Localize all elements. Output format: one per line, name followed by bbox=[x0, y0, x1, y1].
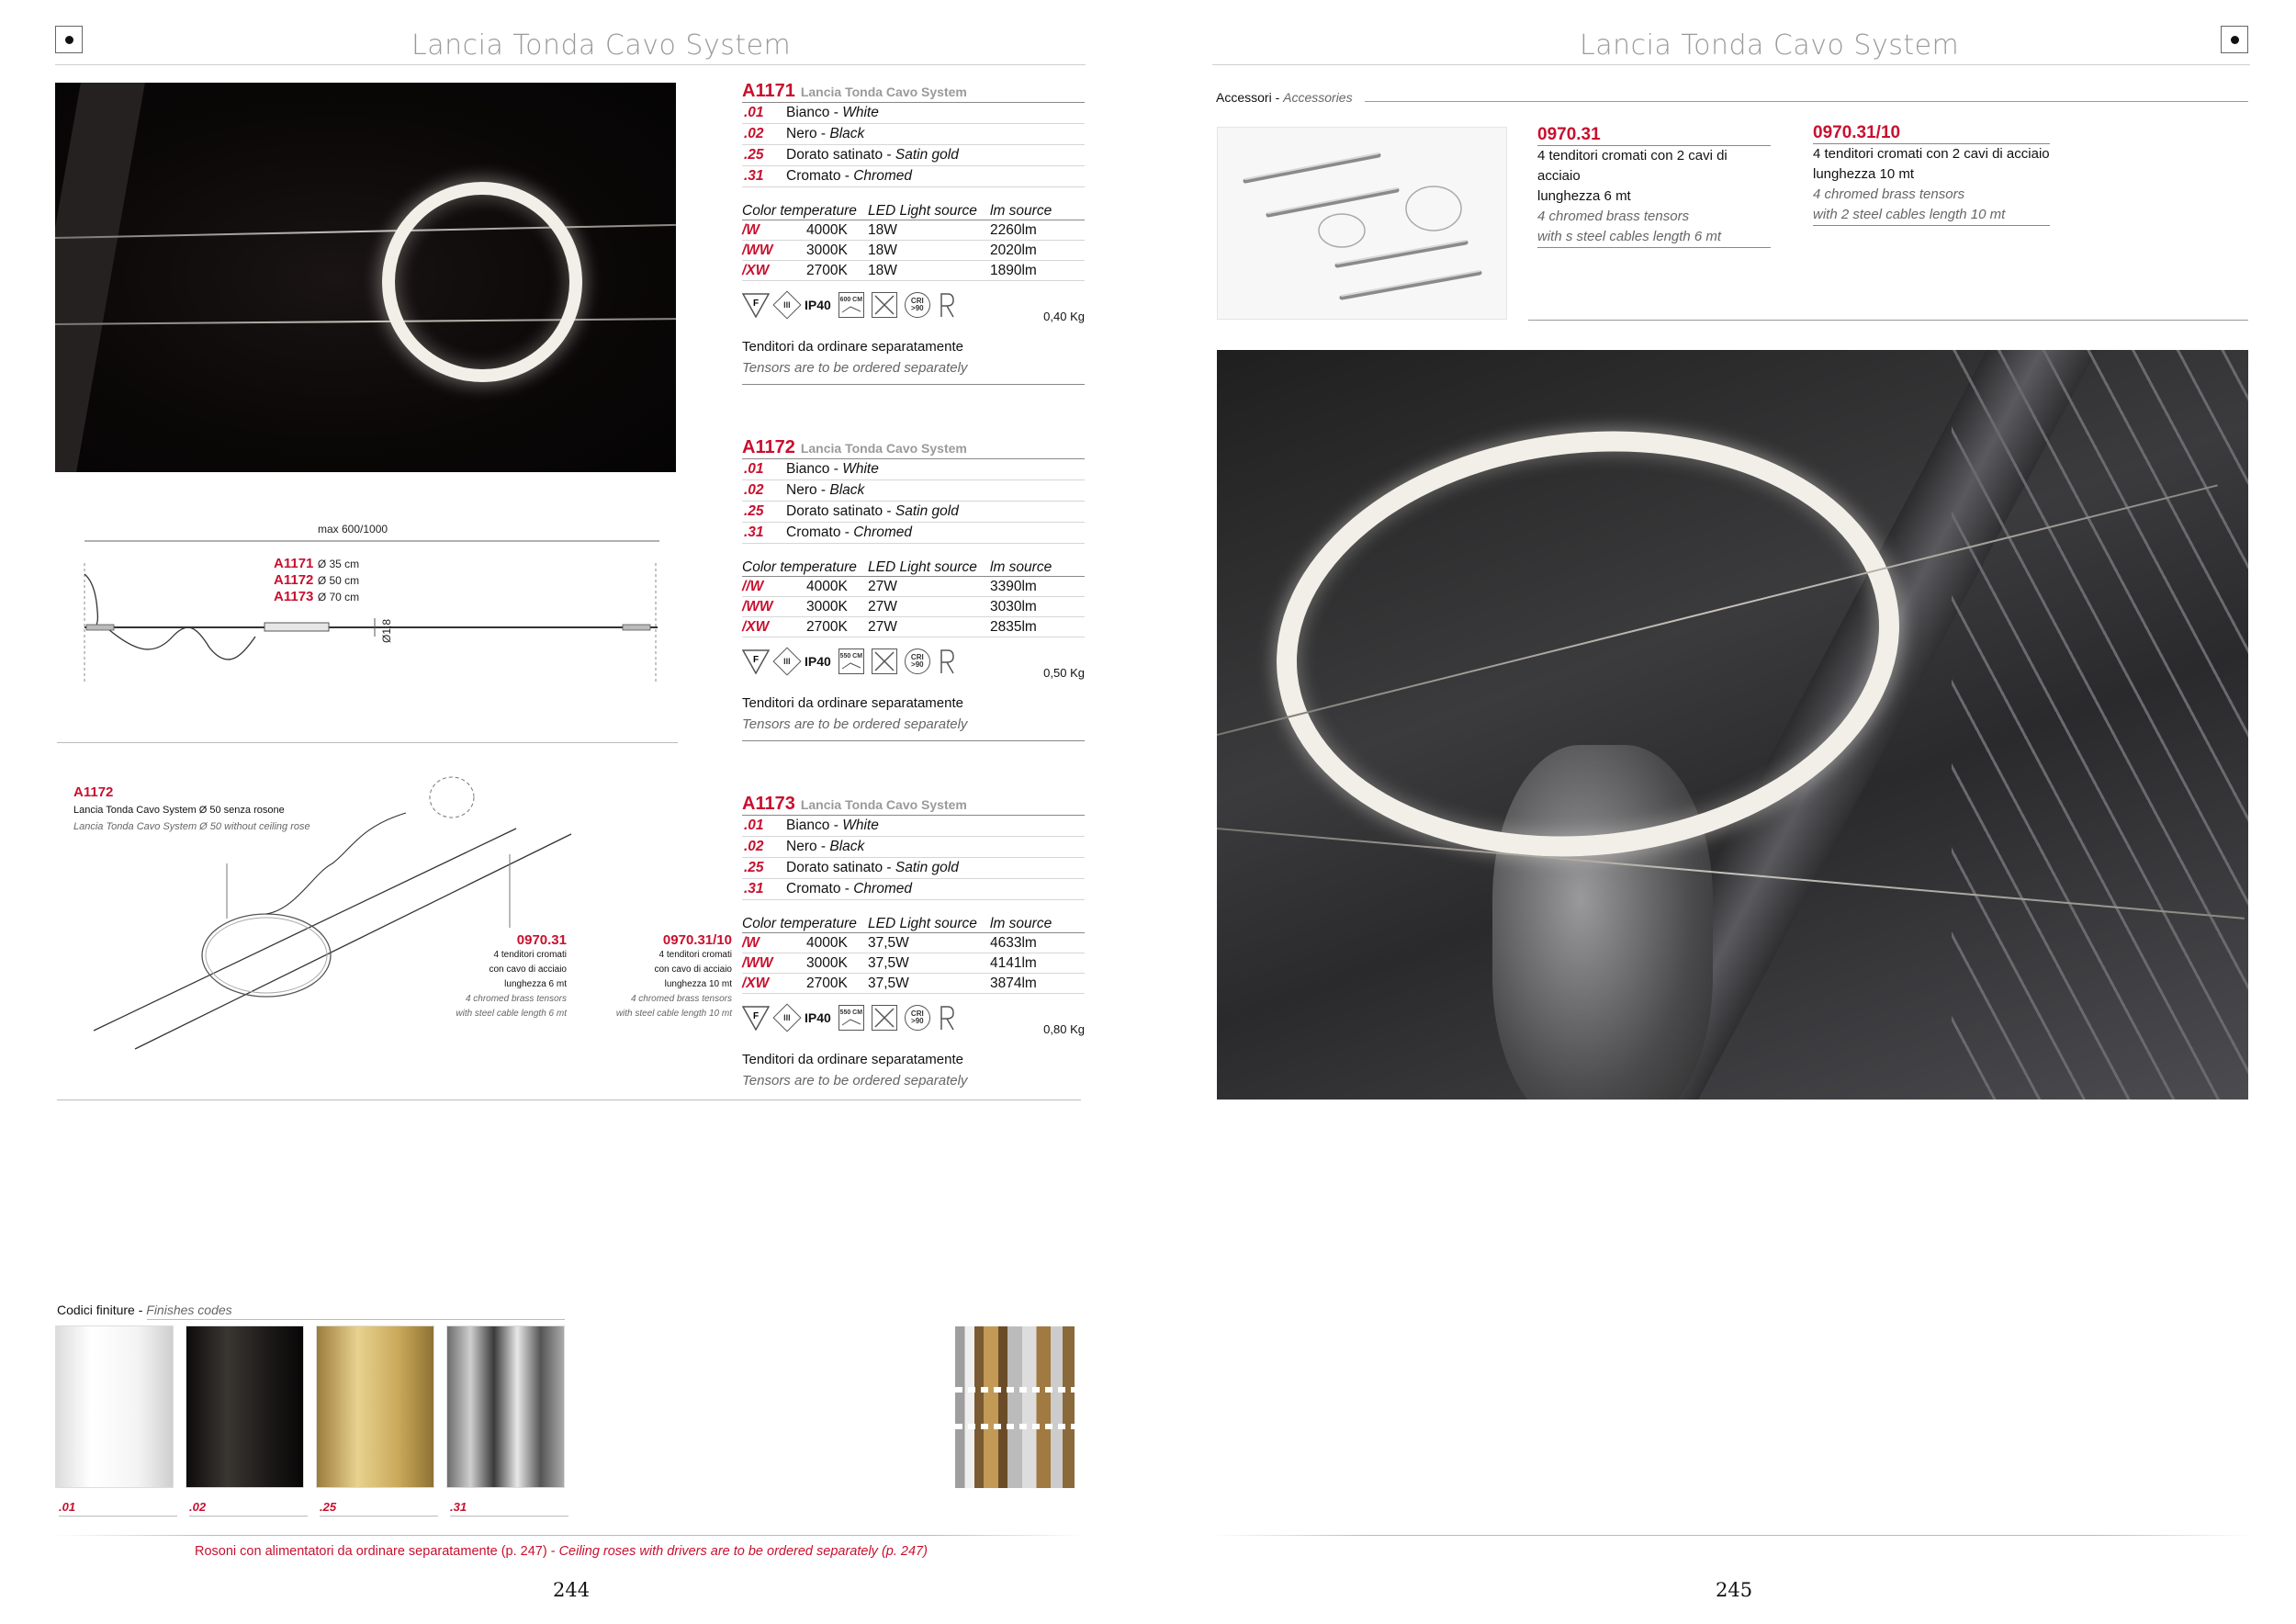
header-square-icon bbox=[55, 26, 83, 53]
header-rule bbox=[55, 64, 1086, 65]
cri-icon: CRI >90 bbox=[905, 648, 930, 674]
product-code: A1172 bbox=[742, 437, 795, 457]
tensor-kit-drawing bbox=[1218, 128, 1508, 321]
swatch-code: .02 bbox=[189, 1500, 308, 1517]
finish-row: .31 Cromato - Chromed bbox=[742, 879, 1085, 900]
header-rule bbox=[1212, 64, 2250, 65]
beam-shape bbox=[55, 83, 145, 472]
tensor-10m: 0970.31/10 4 tenditori cromati con cavo di acciaio lunghezza 10 mt 4 chromed brass tensors with steel cable length 10 mt bbox=[615, 932, 732, 1019]
spec-header: Color temperature LED Light source lm source bbox=[742, 557, 1085, 577]
finish-codes-label: Codici finiture - Finishes codes bbox=[57, 1303, 232, 1317]
swatch-gold bbox=[316, 1325, 434, 1488]
cri-icon: CRI >90 bbox=[905, 1005, 930, 1031]
spec-row: /W 4000K 37,5W 4633lm bbox=[742, 933, 1085, 953]
accessories-rule bbox=[1365, 101, 2248, 102]
tensors-note: Tenditori da ordinare separatamente Tensors are to be ordered separately bbox=[742, 1052, 968, 1088]
product-name: Lancia Tonda Cavo System bbox=[800, 797, 967, 812]
finish-rule bbox=[147, 1319, 565, 1320]
tensors-note: Tenditori da ordinare separatamente Tensors are to be ordered separately bbox=[742, 336, 1085, 385]
product-code: A1171 bbox=[742, 81, 795, 101]
install-code: A1172 bbox=[73, 784, 114, 800]
cable-length-icon: 550 CM bbox=[838, 1005, 864, 1031]
product-name: Lancia Tonda Cavo System bbox=[800, 441, 967, 456]
ip-rating: IP40 bbox=[805, 298, 831, 312]
svg-text:F: F bbox=[752, 655, 760, 665]
product-a1171 bbox=[742, 81, 1085, 385]
swatch-white bbox=[55, 1325, 174, 1488]
finish-row: .25 Dorato satinato - Satin gold bbox=[742, 858, 1085, 879]
install-lines bbox=[57, 772, 681, 1066]
page-number-left: 244 bbox=[553, 1579, 591, 1601]
accessories-photo bbox=[1217, 127, 1507, 320]
spec-row: /W 4000K 18W 2260lm bbox=[742, 220, 1085, 241]
max-length-label: max 600/1000 bbox=[318, 523, 388, 536]
f-mark-icon bbox=[742, 1005, 770, 1031]
section-rule bbox=[57, 742, 678, 743]
size-legend: A1171 Ø 35 cm A1172 Ø 50 cm A1173 Ø 70 cm bbox=[274, 556, 360, 604]
ip-rating: IP40 bbox=[805, 654, 831, 669]
page-right bbox=[1148, 0, 2296, 1624]
certification-icons bbox=[742, 287, 1085, 323]
swatch-code: .01 bbox=[59, 1500, 177, 1517]
r-mark-icon bbox=[938, 648, 956, 675]
dimension-lines bbox=[81, 519, 669, 694]
accessories-label: Accessori - Accessories bbox=[1216, 90, 1353, 105]
weight: 0,50 Kg bbox=[1043, 666, 1085, 680]
footnote: Rosoni con alimentatori da ordinare separatamente (p. 247) - Ceiling roses with drivers are to be ordered separately (p. 247) bbox=[195, 1544, 928, 1559]
spec-row: /WW 3000K 37,5W 4141lm bbox=[742, 953, 1085, 974]
swatch-code: .25 bbox=[320, 1500, 438, 1517]
accessory-code: 0970.31 bbox=[1537, 125, 1771, 146]
finish-row: .01 Bianco - White bbox=[742, 816, 1085, 837]
install-line2: Lancia Tonda Cavo System Ø 50 without ceiling rose bbox=[73, 821, 310, 832]
weight: 0,40 Kg bbox=[1043, 310, 1085, 323]
finish-row: .01 Bianco - White bbox=[742, 459, 1085, 480]
ip-rating: IP40 bbox=[805, 1010, 831, 1025]
finish-row: .25 Dorato satinato - Satin gold bbox=[742, 145, 1085, 166]
ring-light bbox=[382, 182, 582, 382]
cable-length-icon: 600 CM bbox=[838, 292, 864, 318]
weight: 0,80 Kg bbox=[1043, 1022, 1085, 1036]
spec-row: /WW 3000K 18W 2020lm bbox=[742, 241, 1085, 261]
product-photo-night bbox=[55, 83, 676, 472]
svg-text:F: F bbox=[752, 299, 760, 309]
spec-row: //W 4000K 27W 3390lm bbox=[742, 577, 1085, 597]
swatch-chrome bbox=[446, 1325, 565, 1488]
certification-icons bbox=[742, 999, 1085, 1036]
class-iii-icon: III bbox=[772, 290, 801, 319]
certification-icons bbox=[742, 643, 1085, 680]
install-drawing bbox=[57, 772, 732, 1066]
cable-diameter: Ø1,8 bbox=[380, 618, 393, 643]
class-iii-icon: III bbox=[772, 1003, 801, 1032]
no-cover-icon bbox=[872, 1005, 897, 1031]
svg-text:F: F bbox=[752, 1011, 760, 1021]
finish-row: .25 Dorato satinato - Satin gold bbox=[742, 502, 1085, 523]
spec-header: Color temperature LED Light source lm source bbox=[742, 200, 1085, 220]
tensors-note: Tenditori da ordinare separatamente Tensors are to be ordered separately bbox=[742, 693, 1085, 741]
product-a1172 bbox=[742, 437, 1085, 741]
accessory-0970-31: 0970.31 4 tenditori cromati con 2 cavi di acciaio lunghezza 6 mt 4 chromed brass tensors with s steel cables length 6 mt bbox=[1537, 125, 1771, 248]
f-mark-icon bbox=[742, 292, 770, 318]
cri-icon: CRI >90 bbox=[905, 292, 930, 318]
accessory-code: 0970.31/10 bbox=[1813, 123, 2050, 144]
tensor-6m: 0970.31 4 tenditori cromati con cavo di acciaio lunghezza 6 mt 4 chromed brass tensors with steel cable length 6 mt bbox=[456, 932, 567, 1019]
install-line1: Lancia Tonda Cavo System Ø 50 senza rosone bbox=[73, 805, 285, 816]
header-square-icon bbox=[2221, 26, 2248, 53]
page-number-right: 245 bbox=[1716, 1579, 1753, 1601]
dimension-drawing bbox=[81, 519, 669, 694]
accessory-0970-31-10: 0970.31/10 4 tenditori cromati con 2 cavi di acciaio lunghezza 10 mt 4 chromed brass tensors with 2 steel cables length 10 mt bbox=[1813, 123, 2050, 226]
no-cover-icon bbox=[872, 648, 897, 674]
spec-row: /XW 2700K 18W 1890lm bbox=[742, 261, 1085, 281]
class-iii-icon: III bbox=[772, 647, 801, 675]
finish-row: .01 Bianco - White bbox=[742, 103, 1085, 124]
spec-row: /XW 2700K 27W 2835lm bbox=[742, 617, 1085, 637]
f-mark-icon bbox=[742, 648, 770, 674]
footer-rule bbox=[55, 1535, 1084, 1536]
finish-row: .31 Cromato - Chromed bbox=[742, 166, 1085, 187]
product-name: Lancia Tonda Cavo System bbox=[800, 85, 967, 99]
accessories-bottom-rule bbox=[1528, 320, 2248, 321]
product-code: A1173 bbox=[742, 794, 795, 814]
swatch-black bbox=[186, 1325, 304, 1488]
r-mark-icon bbox=[938, 1004, 956, 1032]
finish-row: .02 Nero - Black bbox=[742, 124, 1085, 145]
finish-row: .02 Nero - Black bbox=[742, 837, 1085, 858]
product-a1173 bbox=[742, 794, 1085, 1097]
cable-line bbox=[55, 224, 676, 239]
r-mark-icon bbox=[938, 291, 956, 319]
footer-rule bbox=[1212, 1535, 2250, 1536]
finish-row: .31 Cromato - Chromed bbox=[742, 523, 1085, 544]
page-title-left: Lancia Tonda Cavo System bbox=[411, 29, 792, 62]
no-cover-icon bbox=[872, 292, 897, 318]
spec-row: /XW 2700K 37,5W 3874lm bbox=[742, 974, 1085, 994]
spec-row: /WW 3000K 27W 3030lm bbox=[742, 597, 1085, 617]
rods-shape bbox=[1952, 350, 2248, 1100]
swatch-code: .31 bbox=[450, 1500, 568, 1517]
cable-line bbox=[55, 318, 676, 325]
finish-row: .02 Nero - Black bbox=[742, 480, 1085, 502]
finish-bars-image bbox=[955, 1326, 1075, 1488]
spec-header: Color temperature LED Light source lm source bbox=[742, 913, 1085, 933]
cable-length-icon: 550 CM bbox=[838, 648, 864, 674]
installation-photo bbox=[1217, 350, 2248, 1100]
page-title-right: Lancia Tonda Cavo System bbox=[1580, 29, 1960, 62]
